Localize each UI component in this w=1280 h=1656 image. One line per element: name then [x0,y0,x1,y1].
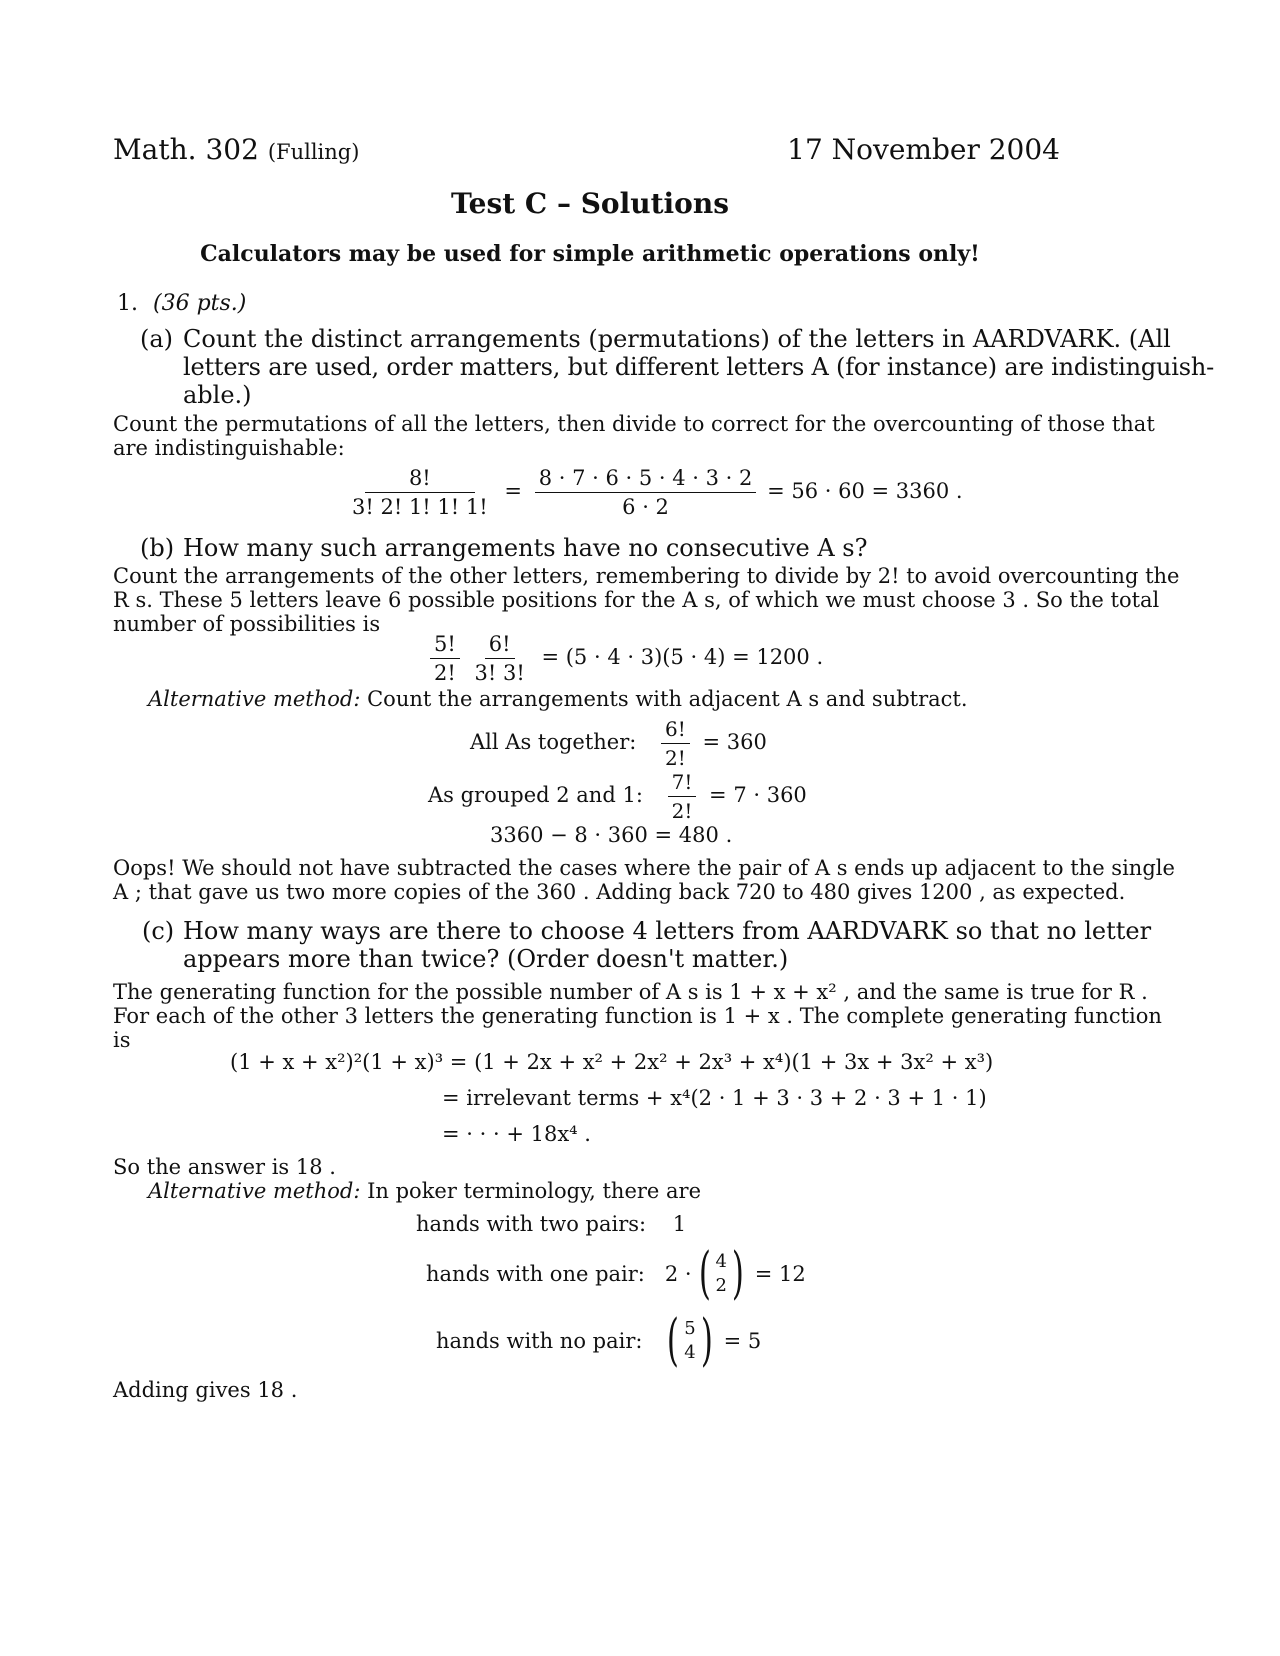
generating-function-line3: = · · · + 18x⁴ . [442,1122,591,1146]
hand-no-pair: hands with no pair: ( 5 4 ) = 5 [436,1308,762,1373]
generating-function-line1: (1 + x + x²)²(1 + x)³ = (1 + 2x + x² + 2x² + 2x³ + x⁴)(1 + 3x + 3x² + x³) [230,1050,994,1074]
hand-one-pair: hands with one pair: 2 · ( 4 2 ) = 12 [426,1241,806,1306]
part-a-equation: $\frac{8!}{3! 2! 1! 1! 1!}$ = $\frac{8 \cdot 7 \cdot 6 \cdot 5 \cdot 4 \cdot 3 \cdot 2}{6 \cdot 2}$ = 56 · 60 = 3360 . [348,466,963,519]
part-a-result: = 56 · 60 = 3360 . [767,479,963,503]
part-a-solution-line2: are indistinguishable: [113,436,345,460]
part-c-solution-line1: The generating function for the possible number of A s is 1 + x + x² , and the same is true for R . [113,980,1148,1004]
part-c-final: Adding gives 18 . [113,1378,298,1402]
part-a-question-line3: able.) [183,381,252,409]
part-b-equation: $\frac{5!}{2!}$ $\frac{6!}{3! 3!}$ = (5 · 4 · 3)(5 · 4) = 1200 . [430,632,823,685]
part-b-solution-line1: Count the arrangements of the other letters, remembering to divide by 2! to avoid overcounting the [113,564,1180,588]
part-b-oops-line1: Oops! We should not have subtracted the cases where the pair of A s ends up adjacent to the single [113,856,1175,880]
part-c-solution-line3: is [113,1028,131,1052]
part-a-solution-line1: Count the permutations of all the letters, then divide to correct for the overcounting of those that [113,412,1155,436]
course-title [113,133,359,166]
part-c-solution-line2: For each of the other 3 letters the generating function is 1 + x . The complete generating function [113,1004,1162,1028]
problem-points: (36 pts.) [153,291,247,316]
problem-heading [117,291,246,316]
alt-row-grouped: As grouped 2 and 1: $\frac{7!}{2!}$ = 7 · 360 [428,770,807,823]
part-a-question-line1: Count the distinct arrangements (permutations) of the letters in AARDVARK. (All [183,325,1171,353]
binomial-4-choose-2: ( 4 2 ) [698,1241,744,1306]
part-c-question-line1: How many ways are there to choose 4 letters from AARDVARK so that no letter [183,917,1152,945]
part-b-result: = (5 · 4 · 3)(5 · 4) = 1200 . [541,645,824,669]
part-b-solution-line2: R s. These 5 letters leave 6 possible positions for the A s, of which we must choose 3 . So the total [113,588,1160,612]
binomial-5-choose-4: ( 5 4 ) [667,1308,713,1373]
part-a-question-line2: letters are used, order matters, but different letters A (for instance) are indistinguish- [183,353,1215,381]
alt-row-all-together: All As together: $\frac{6!}{2!}$ = 360 [470,717,767,770]
part-b-alt-method: Alternative method: Count the arrangements with adjacent A s and subtract. [148,687,968,711]
part-a-label: (a) [140,325,174,353]
part-c-question-line2: appears more than twice? (Order doesn't matter.) [183,945,789,973]
alt-row-subtract: 3360 − 8 · 360 = 480 . [490,823,733,847]
test-date: 17 November 2004 [787,133,1060,166]
part-b-question: How many such arrangements have no consecutive A s? [183,534,868,562]
page-title: Test C – Solutions [451,187,729,220]
hand-two-pairs: hands with two pairs: 1 [416,1212,687,1236]
generating-function-line2: = irrelevant terms + x⁴(2 · 1 + 3 · 3 + 2 · 3 + 1 · 1) [442,1086,987,1110]
fraction-expanded: $\frac{8 \cdot 7 \cdot 6 \cdot 5 \cdot 4 \cdot 3 \cdot 2}{6 \cdot 2}$ [535,466,757,519]
part-c-alt-method: Alternative method: In poker terminology, there are [148,1179,702,1203]
part-b-solution-line3: number of possibilities is [113,612,381,636]
calculator-note: Calculators may be used for simple arithmetic operations only! [200,241,980,267]
part-b-label: (b) [140,534,175,562]
course-number: Math. 302 [113,133,259,166]
part-b-oops-line2: A ; that gave us two more copies of the 360 . Adding back 720 to 480 gives 1200 , as expected. [113,880,1126,904]
problem-number: 1. [117,291,138,316]
part-c-label: (c) [142,917,175,945]
fraction-factorial: $\frac{8!}{3! 2! 1! 1! 1!}$ [352,466,488,519]
part-c-answer: So the answer is 18 . [113,1155,336,1179]
instructor: (Fulling) [267,140,360,164]
